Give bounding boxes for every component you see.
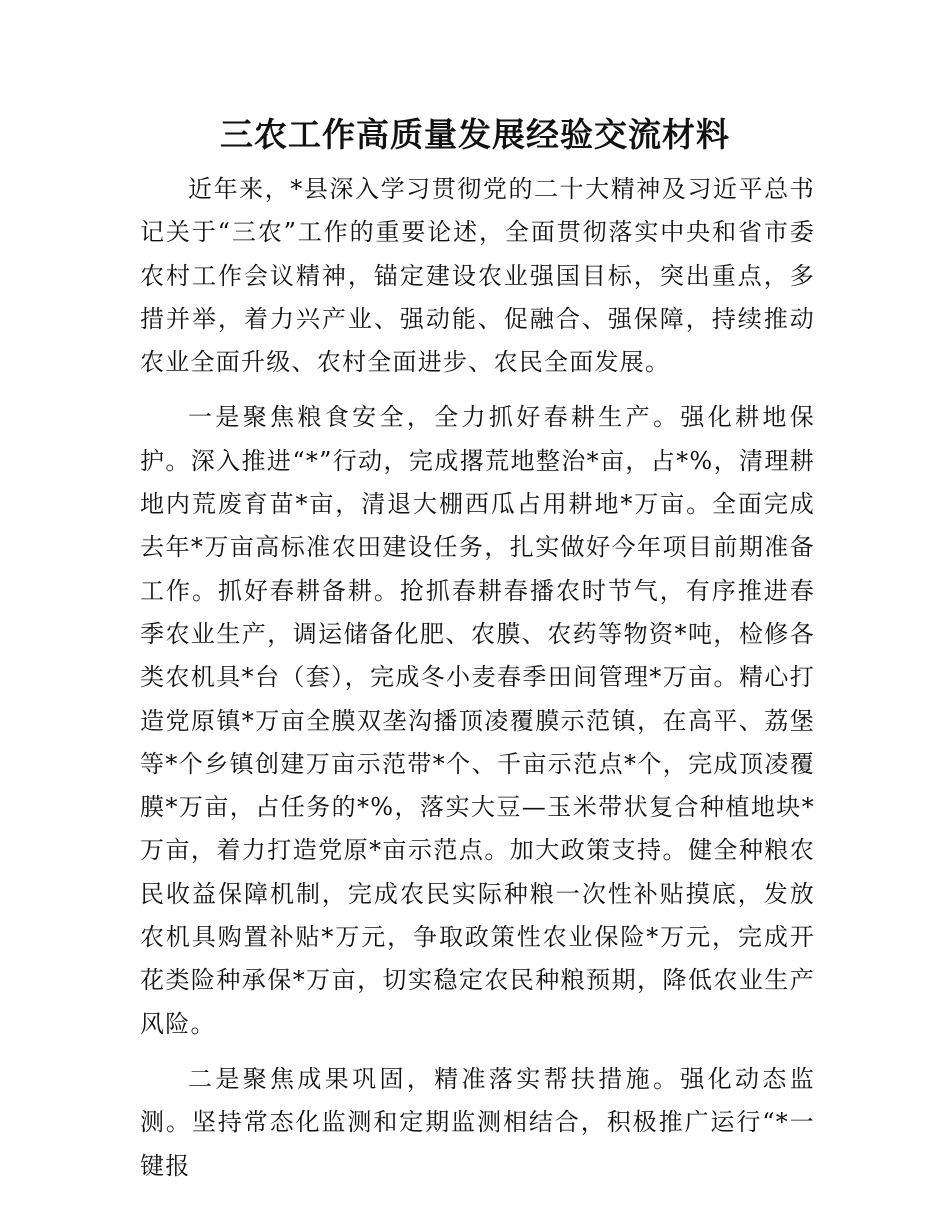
paragraph-intro: 近年来，*县深入学习贯彻党的二十大精神及习近平总书记关于“三农”工作的重要论述，全面贯彻落实中央和省市委农村工作会议精神，锚定建设农业强国目标，突出重点，多措并举，着力兴产业、强动能、促融合、强保障，持续推动农业全面升级、农村全面进步、农民全面发展。	[140, 175, 815, 377]
document-body	[140, 168, 815, 1188]
paragraph-poverty-consolidation: 二是聚焦成果巩固，精准落实帮扶措施。强化动态监测。坚持常态化监测和定期监测相结合，积极推广运行“*一键报	[140, 1064, 815, 1180]
document-title: 三农工作高质量发展经验交流材料	[220, 115, 730, 154]
paragraph-food-security: 一是聚焦粮食安全，全力抓好春耕生产。强化耕地保护。深入推进“*”行动，完成撂荒地整治*亩，占*%，清理耕地内荒废育苗*亩，清退大棚西瓜占用耕地*万亩。全面完成去年*万亩高标准农田建设任务，扎实做好今年项目前期准备工作。抓好春耕备耕。抢抓春耕春播农时节气，有序推进春季农业生产，调运储备化肥、农膜、农药等物资*吨，检修各类农机具*台（套），完成冬小麦春季田间管理*万亩。精心打造党原镇*万亩全膜双垄沟播顶凌覆膜示范镇，在高平、荔堡等*个乡镇创建万亩示范带*个、千亩示范点*个，完成顶凌覆膜*万亩，占任务的*%，落实大豆—玉米带状复合种植地块*万亩，着力打造党原*亩示范点。加大政策支持。健全种粮农民收益保障机制，完成农民实际种粮一次性补贴摸底，发放农机具购置补贴*万元，争取政策性农业保险*万元，完成开花类险种承保*万亩，切实稳定农民种粮预期，降低农业生产风险。	[140, 403, 815, 1038]
